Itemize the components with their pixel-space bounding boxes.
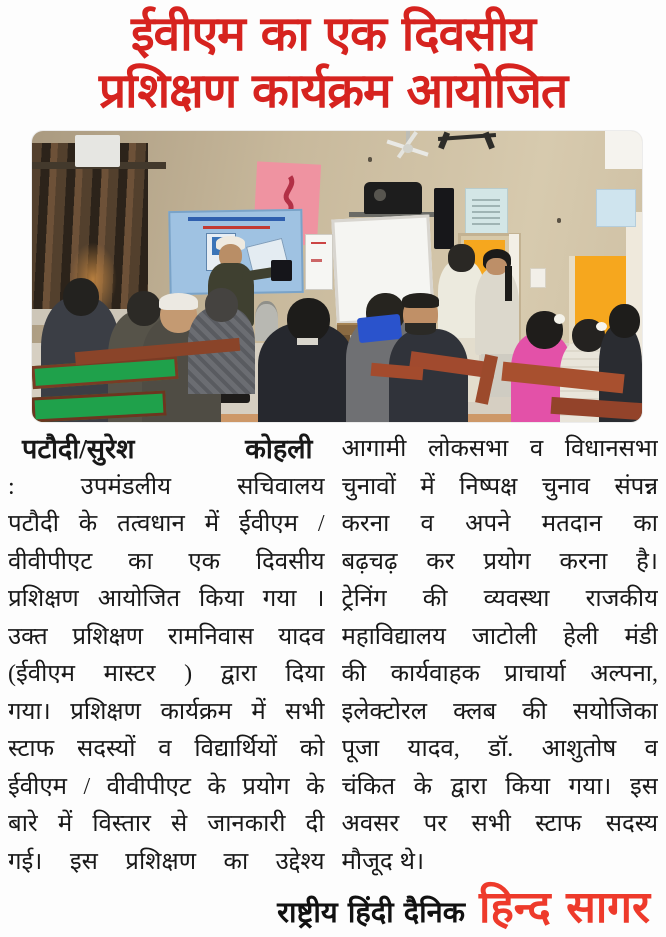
trainer-evm-in-hand xyxy=(271,260,292,280)
headline-line-2: प्रशिक्षण कार्यक्रम आयोजित xyxy=(98,63,568,119)
body-line: ईवीएम / वीवीपीएट के प्रयोग के xyxy=(8,773,325,800)
column-right xyxy=(342,431,659,881)
body-line: बढ़चढ़ कर प्रयोग करना है। xyxy=(341,548,658,575)
ceiling-fan-hub xyxy=(403,144,413,153)
projector-unit xyxy=(364,182,422,214)
right-man-dark-head xyxy=(609,304,640,337)
bearded-man-beard xyxy=(405,323,436,335)
body-line: (ईवीएम मास्टर ) द्वारा दिया xyxy=(8,661,325,687)
projector-lens xyxy=(374,189,386,201)
body-line: स्टाफ सदस्यों व विद्यार्थियों को xyxy=(8,736,325,762)
center-man-head xyxy=(287,298,330,342)
seated-man-head xyxy=(63,278,100,316)
standing-man-head xyxy=(448,244,475,272)
body-line: पूजा यादव, डॉ. आशुतोष व xyxy=(341,736,658,762)
body-line: करना व अपने मतदान का xyxy=(341,511,658,537)
headline-line-1: ईवीएम का एक दिवसीय xyxy=(130,6,536,62)
body-line: पटौदी के तत्वधान में ईवीएम / xyxy=(8,511,325,537)
body-line: गया। प्रशिक्षण कार्यक्रम में सभी xyxy=(8,698,325,725)
body-line: अवसर पर सभी स्टाफ सदस्य xyxy=(341,811,658,837)
dateline-byline: पटौदी/सुरेश कोहली xyxy=(22,434,313,464)
body-line: मौजूद थे। xyxy=(341,848,425,875)
body-line: प्रशिक्षण आयोजित किया गया । xyxy=(8,586,325,612)
right-blue-sign xyxy=(596,189,636,227)
newspaper-name: हिन्द सागर xyxy=(479,882,650,933)
standing-woman-face xyxy=(486,258,507,275)
center-man-collar xyxy=(297,338,318,345)
body-line: : उपमंडलीय सचिवालय xyxy=(8,473,325,500)
body-line: ट्रेनिंग की व्यवस्था राजकीय xyxy=(341,586,658,612)
ceiling-truss-leg xyxy=(438,132,450,150)
standing-woman-coat xyxy=(475,268,519,355)
body-line: बारे में विस्तार से जानकारी दी xyxy=(8,811,325,837)
plaid-man-head xyxy=(205,288,238,321)
body-line: चंकित के द्वारा किया गया। इस xyxy=(341,773,658,800)
flipchart-marks xyxy=(311,259,322,262)
body-line: इलेक्टोरल क्लब की सयोजिका xyxy=(341,698,658,725)
body-line: चुनावों में निष्पक्ष चुनाव संपन्न xyxy=(341,473,658,500)
standing-woman-braid xyxy=(505,266,512,301)
body-line: महाविद्यालय जाटोली हेली मंडी xyxy=(341,623,658,650)
bright-window-corner xyxy=(605,131,642,169)
news-photo-classroom-training xyxy=(32,131,642,422)
wall-nail-dot xyxy=(557,218,562,223)
wall-speaker xyxy=(434,188,454,249)
body-line: वीवीपीएट का एक दिवसीय xyxy=(8,548,325,575)
skullcap-white-cap xyxy=(159,293,198,310)
bearded-man-hair xyxy=(402,293,440,308)
ac-vent-box xyxy=(75,135,121,167)
banner-subtitle-bar xyxy=(203,226,270,230)
body-line: गई। इस प्रशिक्षण का उद्देश्य xyxy=(8,848,325,875)
column-left xyxy=(8,431,325,881)
wall-switch-plate xyxy=(530,268,546,288)
flipchart-marks xyxy=(311,242,326,245)
headline xyxy=(0,0,666,120)
article-body xyxy=(0,422,666,881)
body-line: की कार्यवाहक प्राचार्या अल्पना, xyxy=(341,661,658,687)
masthead-footer xyxy=(0,882,666,933)
body-line: उक्त प्रशिक्षण रामनिवास यादव xyxy=(8,623,325,650)
banner-title-bar xyxy=(188,217,286,222)
wall-nail-dot xyxy=(368,157,373,162)
blue-chair-back xyxy=(357,314,402,343)
kid-hair-bow xyxy=(596,322,607,331)
seated-man-2-head xyxy=(127,291,161,326)
girl-hair-flower xyxy=(554,314,565,324)
daily-label: राष्ट्रीय हिंदी दैनिक xyxy=(277,895,466,929)
body-line: आगामी लोकसभा व विधानसभा xyxy=(341,436,658,462)
door-poster-text-rows xyxy=(472,195,500,227)
